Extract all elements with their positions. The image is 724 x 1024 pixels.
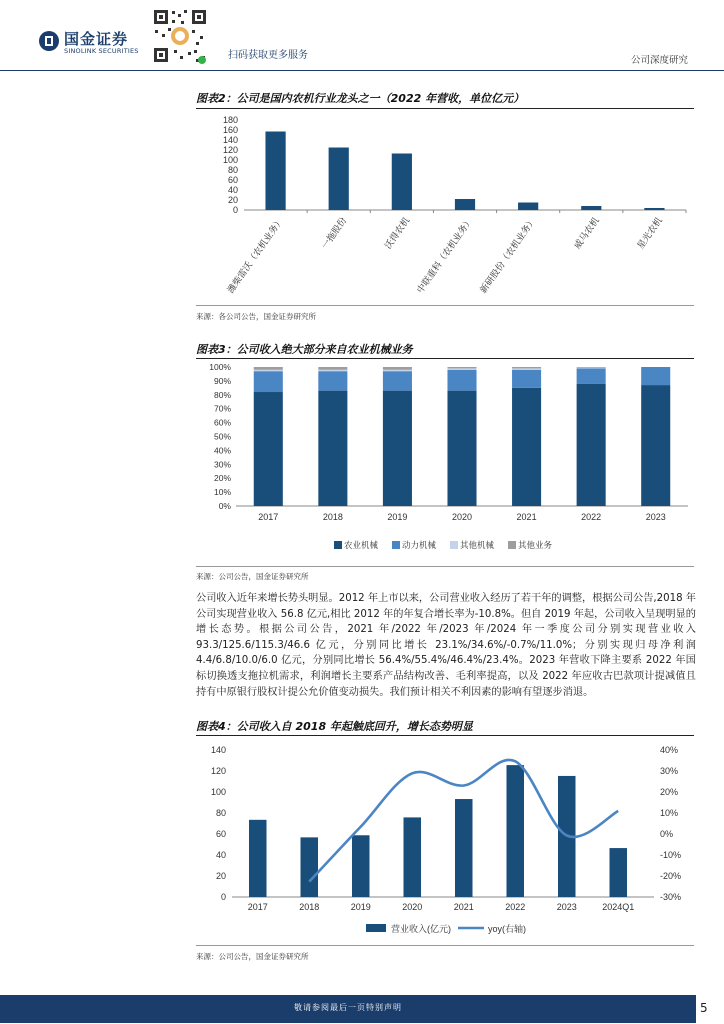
y-tick-label: 50% xyxy=(213,431,231,442)
stacked-segment xyxy=(318,371,347,390)
legend-swatch-revenue xyxy=(366,924,386,932)
bar xyxy=(265,132,285,211)
bar xyxy=(455,199,475,210)
stacked-segment xyxy=(447,367,476,368)
y-tick-label: 30% xyxy=(213,459,231,470)
x-tick-label: 星光农机 xyxy=(635,215,665,251)
footer-disclaimer[interactable]: 敬请参阅最后一页特别声明 xyxy=(294,1003,402,1012)
page-number: 5 xyxy=(700,1001,708,1015)
y-tick-label: 40 xyxy=(215,850,226,860)
figure3-source: 来源：公司公告，国金证券研究所 xyxy=(196,572,309,581)
x-tick-label: 沃得农机 xyxy=(382,215,412,251)
stacked-segment xyxy=(318,391,347,506)
body-paragraph xyxy=(196,591,696,700)
legend-label: 动力机械 xyxy=(402,540,437,550)
y2-tick-label: 20% xyxy=(660,787,679,797)
bar xyxy=(392,154,412,211)
x-tick-label: 2020 xyxy=(451,512,473,522)
y-tick-label: 60% xyxy=(213,417,231,428)
y-tick-label: 90% xyxy=(213,375,231,386)
x-tick-label: 2017 xyxy=(247,902,268,912)
x-tick-label: 2021 xyxy=(453,902,474,912)
y-tick-label: 80 xyxy=(227,165,238,175)
scan-prompt: 扫码获取更多服务 xyxy=(228,50,308,61)
body-paragraph-text: 公司收入近年来增长势头明显。2012 年上市以来，公司营业收入经历了若干年的调整，根据公司公告,2018 年公司实现营业收入 56.8 亿元,相比 2012 年的年复合增长率为-10.8%。但自 2019 年起，公司收入呈现明显的增长态势。根据公司公告，2021 年/2022 年/2023 年/2024 年一季度公司分别实现营业收入 93.3/125.6/115.3/46.6 亿元，分别同比增长 23.1%/34.6%/-0.7%/11.0%；分别实现归母净利润 4.4/6.8/10.0/6.0 亿元，分别同比增长 56.4%/55.4%/46.4%/23.4%。2023 年营收下降主要系 2022 年国标切换透支拖拉机需求，利润增长主要系产品结构改善、毛利率提高，以及 2022 年应收古巴款项计提减值且持有中原银行股权计提公允价值变动损失。我们预计相关不利因素的影响有望逐步消退。 xyxy=(196,593,696,698)
figure3-stacked-bar-chart xyxy=(196,360,696,560)
revenue-bar xyxy=(455,799,473,897)
bar xyxy=(644,208,664,210)
company-logo-icon xyxy=(38,30,60,52)
y-tick-label: 120 xyxy=(222,145,238,155)
figure2-title-rule xyxy=(196,108,694,109)
figure2-title: 图表2：公司是国内农机行业龙头之一（2022 年营收，单位亿元） xyxy=(196,92,525,105)
figure4-bottom-rule xyxy=(196,945,694,946)
stacked-segment xyxy=(254,370,283,371)
legend-label: 其他机械 xyxy=(460,540,495,550)
y2-tick-label: 40% xyxy=(660,745,679,755)
figure2-bottom-rule xyxy=(196,305,694,306)
figure3-bottom-rule xyxy=(196,566,694,567)
x-tick-label: 2022 xyxy=(581,512,602,522)
stacked-segment xyxy=(447,391,476,506)
stacked-segment xyxy=(254,371,283,392)
bar xyxy=(518,203,538,211)
legend-swatch xyxy=(508,541,516,549)
y-tick-label: 10% xyxy=(213,487,231,498)
figure4-combo-chart xyxy=(196,738,696,940)
y-tick-label: 40 xyxy=(227,185,238,195)
y-tick-label: 20 xyxy=(227,195,238,205)
legend-swatch xyxy=(334,541,342,549)
y-tick-label: 0% xyxy=(218,501,231,511)
y-tick-label: 20% xyxy=(213,473,231,484)
qr-code-icon[interactable] xyxy=(150,6,210,66)
x-tick-label: 2024Q1 xyxy=(602,902,635,912)
figure3-title-rule xyxy=(196,358,694,359)
legend-label: 其他业务 xyxy=(518,540,553,550)
x-tick-label: 2018 xyxy=(299,902,320,912)
stacked-segment xyxy=(447,370,476,391)
x-tick-label: 2017 xyxy=(258,512,279,522)
y2-tick-label: 10% xyxy=(660,808,679,818)
figure4-title: 图表4：公司收入自 2018 年起触底回升，增长态势明显 xyxy=(196,720,473,733)
header-divider xyxy=(0,70,724,71)
stacked-segment xyxy=(318,367,347,370)
company-name-en: SINOLINK SECURITIES xyxy=(64,47,139,55)
x-tick-label: 2019 xyxy=(387,512,408,522)
stacked-segment xyxy=(512,367,541,368)
y-tick-label: 0 xyxy=(232,205,238,215)
stacked-segment xyxy=(383,367,412,370)
stacked-segment xyxy=(383,391,412,506)
stacked-segment xyxy=(512,370,541,388)
legend-label-revenue: 营业收入(亿元) xyxy=(391,924,451,934)
bar xyxy=(329,148,349,211)
x-tick-label: 新研股份（农机业务） xyxy=(477,215,538,295)
stacked-segment xyxy=(383,371,412,390)
y2-tick-label: 30% xyxy=(660,766,679,776)
stacked-segment xyxy=(577,368,606,369)
y-tick-label: 100 xyxy=(210,787,226,797)
revenue-bar xyxy=(403,817,421,897)
y2-tick-label: -10% xyxy=(660,850,682,860)
company-name-cn: 国金证券 xyxy=(64,30,129,48)
x-tick-label: 一拖股份 xyxy=(319,215,349,251)
x-tick-label: 2022 xyxy=(505,902,526,912)
x-tick-label: 2021 xyxy=(516,512,537,522)
stacked-segment xyxy=(577,368,606,383)
stacked-segment xyxy=(318,370,347,371)
report-type: 公司深度研究 xyxy=(630,55,688,66)
stacked-segment xyxy=(577,367,606,368)
legend-label-yoy: yoy(右轴) xyxy=(488,924,526,934)
figure3-title: 图表3：公司收入绝大部分来自农业机械业务 xyxy=(196,343,413,356)
x-tick-label: 2023 xyxy=(556,902,577,912)
stacked-segment xyxy=(254,367,283,370)
stacked-segment xyxy=(512,368,541,369)
figure4-title-rule xyxy=(196,735,694,736)
x-tick-label: 2018 xyxy=(322,512,343,522)
y2-tick-label: -30% xyxy=(660,892,682,902)
bar xyxy=(581,206,601,210)
stacked-segment xyxy=(641,385,670,506)
stacked-segment xyxy=(383,370,412,371)
y-tick-label: 60 xyxy=(227,175,238,185)
legend-swatch xyxy=(450,541,458,549)
y-tick-label: 80 xyxy=(215,808,226,818)
x-tick-label: 2020 xyxy=(402,902,423,912)
stacked-segment xyxy=(512,388,541,506)
y-tick-label: 40% xyxy=(213,445,231,456)
y-tick-label: 100% xyxy=(209,362,231,372)
y-tick-label: 140 xyxy=(222,135,238,145)
revenue-bar xyxy=(609,848,627,897)
y-tick-label: 60 xyxy=(215,829,226,839)
x-tick-label: 2023 xyxy=(645,512,666,522)
legend-swatch xyxy=(392,541,400,549)
stacked-segment xyxy=(447,368,476,369)
y-tick-label: 0 xyxy=(220,892,226,902)
figure4-source: 来源：公司公告，国金证券研究所 xyxy=(196,952,309,961)
stacked-segment xyxy=(254,392,283,506)
y2-tick-label: 0% xyxy=(660,829,674,839)
revenue-bar xyxy=(249,820,267,897)
y-tick-label: 180 xyxy=(222,115,238,125)
stacked-segment xyxy=(641,367,670,385)
x-tick-label: 威马农机 xyxy=(572,215,601,251)
figure2-source: 来源：各公司公告，国金证券研究所 xyxy=(196,312,316,321)
y-tick-label: 100 xyxy=(222,155,238,165)
y-tick-label: 80% xyxy=(213,389,231,400)
x-tick-label: 中联重科（农机业务） xyxy=(414,215,475,295)
revenue-bar xyxy=(300,837,318,897)
x-tick-label: 2019 xyxy=(350,902,371,912)
y-tick-label: 160 xyxy=(222,125,238,135)
y2-tick-label: -20% xyxy=(660,871,682,881)
y-tick-label: 120 xyxy=(210,766,226,776)
x-tick-label: 潍柴雷沃（农机业务） xyxy=(225,215,286,295)
stacked-segment xyxy=(577,384,606,506)
y-tick-label: 140 xyxy=(210,745,226,755)
revenue-bar xyxy=(506,765,524,897)
legend-label: 农业机械 xyxy=(344,540,379,550)
revenue-bar xyxy=(352,835,370,897)
y-tick-label: 70% xyxy=(213,403,231,414)
y-tick-label: 20 xyxy=(215,871,226,881)
figure2-bar-chart xyxy=(196,112,696,300)
